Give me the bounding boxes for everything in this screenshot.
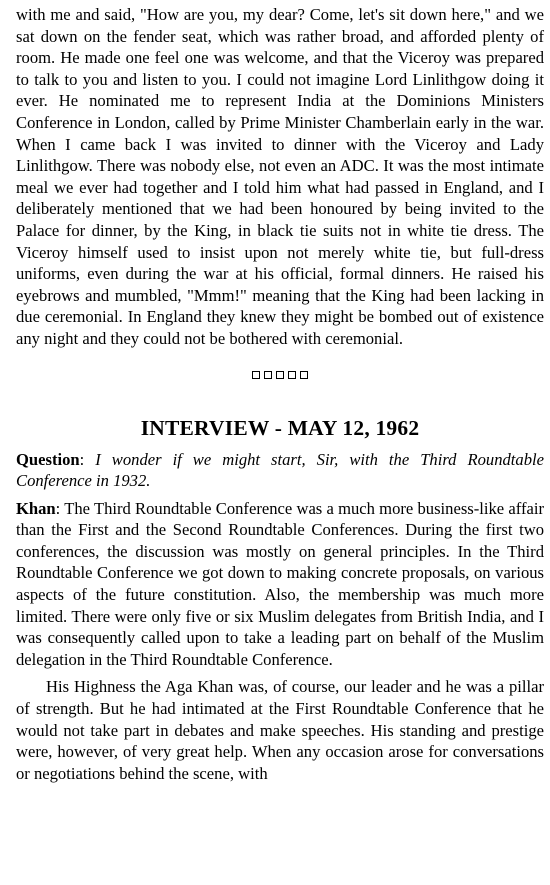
question-block: Question: I wonder if we might start, Sir, with the Third Roundtable Conference in 1932. xyxy=(16,449,544,491)
answer-text: The Third Roundtable Conference was a much more business-like affair than the First and the Second Roundtable Conferences. During the first two conferences, the discussion was mostly on general principles. In the Third Roundtable Conference we got down to making concrete proposals, on various aspects of the future constitution. Also, the membership was much more limited. There were only five or six Muslim delegates from British India, and I was consequently called upon to take a leading part on behalf of the Muslim delegation in the Third Roundtable Conference. xyxy=(16,498,544,669)
separator-box xyxy=(288,371,296,379)
separator-box xyxy=(300,371,308,379)
closing-paragraph: His Highness the Aga Khan was, of course, our leader and he was a pillar of strength. But he had intimated at the First Roundtable Conference that he would not take part in debates and make speeches. His standing and prestige were, however, of very great help. When any occasion arose for conversations or negotiations behind the scene, with xyxy=(16,677,544,783)
separator-box xyxy=(264,371,272,379)
question-text: I wonder if we might start, Sir, with the Third Roundtable Conference in 1932. xyxy=(16,449,544,491)
section-separator xyxy=(16,369,544,381)
continuation-paragraph: with me and said, "How are you, my dear? Come, let's sit down here," and we sat down on the fender seat, which was rather broad, and afforded plenty of room. He made one feel one was welcome, and that the Viceroy was prepared to talk to you and listen to you. I could not imagine Lord Linlithgow doing it ever. He nominated me to represent India at the Dominions Ministers Conference in London, called by Prime Minister Chamberlain early in the war. When I came back I was invited to dinner with the Viceroy and Lady Linlithgow. There was nobody else, not even an ADC. It was the most intimate meal we ever had together and I told him what had passed in England, and I deliberately mentioned that we had been honoured by being invited to the Palace for dinner, by the King, in black tie suits not in white tie dress. The Viceroy himself used to insist upon not merely white tie, but full-dress uniforms, even during the war at his official, formal dinners. He raised his eyebrows and mumbled, "Mmm!" meaning that the King had been lacking in due ceremonial. In England they knew they might be bombed out of existence any night and they could not be bothered with ceremonial. xyxy=(16,5,544,348)
separator-box xyxy=(276,371,284,379)
question-speaker: Question xyxy=(16,449,80,469)
interview-heading: INTERVIEW - MAY 12, 1962 xyxy=(140,415,420,440)
document-page xyxy=(16,4,544,784)
answer-speaker: Khan xyxy=(16,498,56,518)
answer-block: Khan: The Third Roundtable Conference was a much more business-like affair than the First and the Second Roundtable Conferences. During the first two conferences, the discussion was mostly on general principles. In the Third Roundtable Conference we got down to making concrete proposals, on various aspects of the future constitution. Also, the membership was much more limited. There were only five or six Muslim delegates from British India, and I was consequently called upon to take a leading part on behalf of the Muslim delegation in the Third Roundtable Conference. xyxy=(16,498,544,669)
separator-box xyxy=(252,371,260,379)
